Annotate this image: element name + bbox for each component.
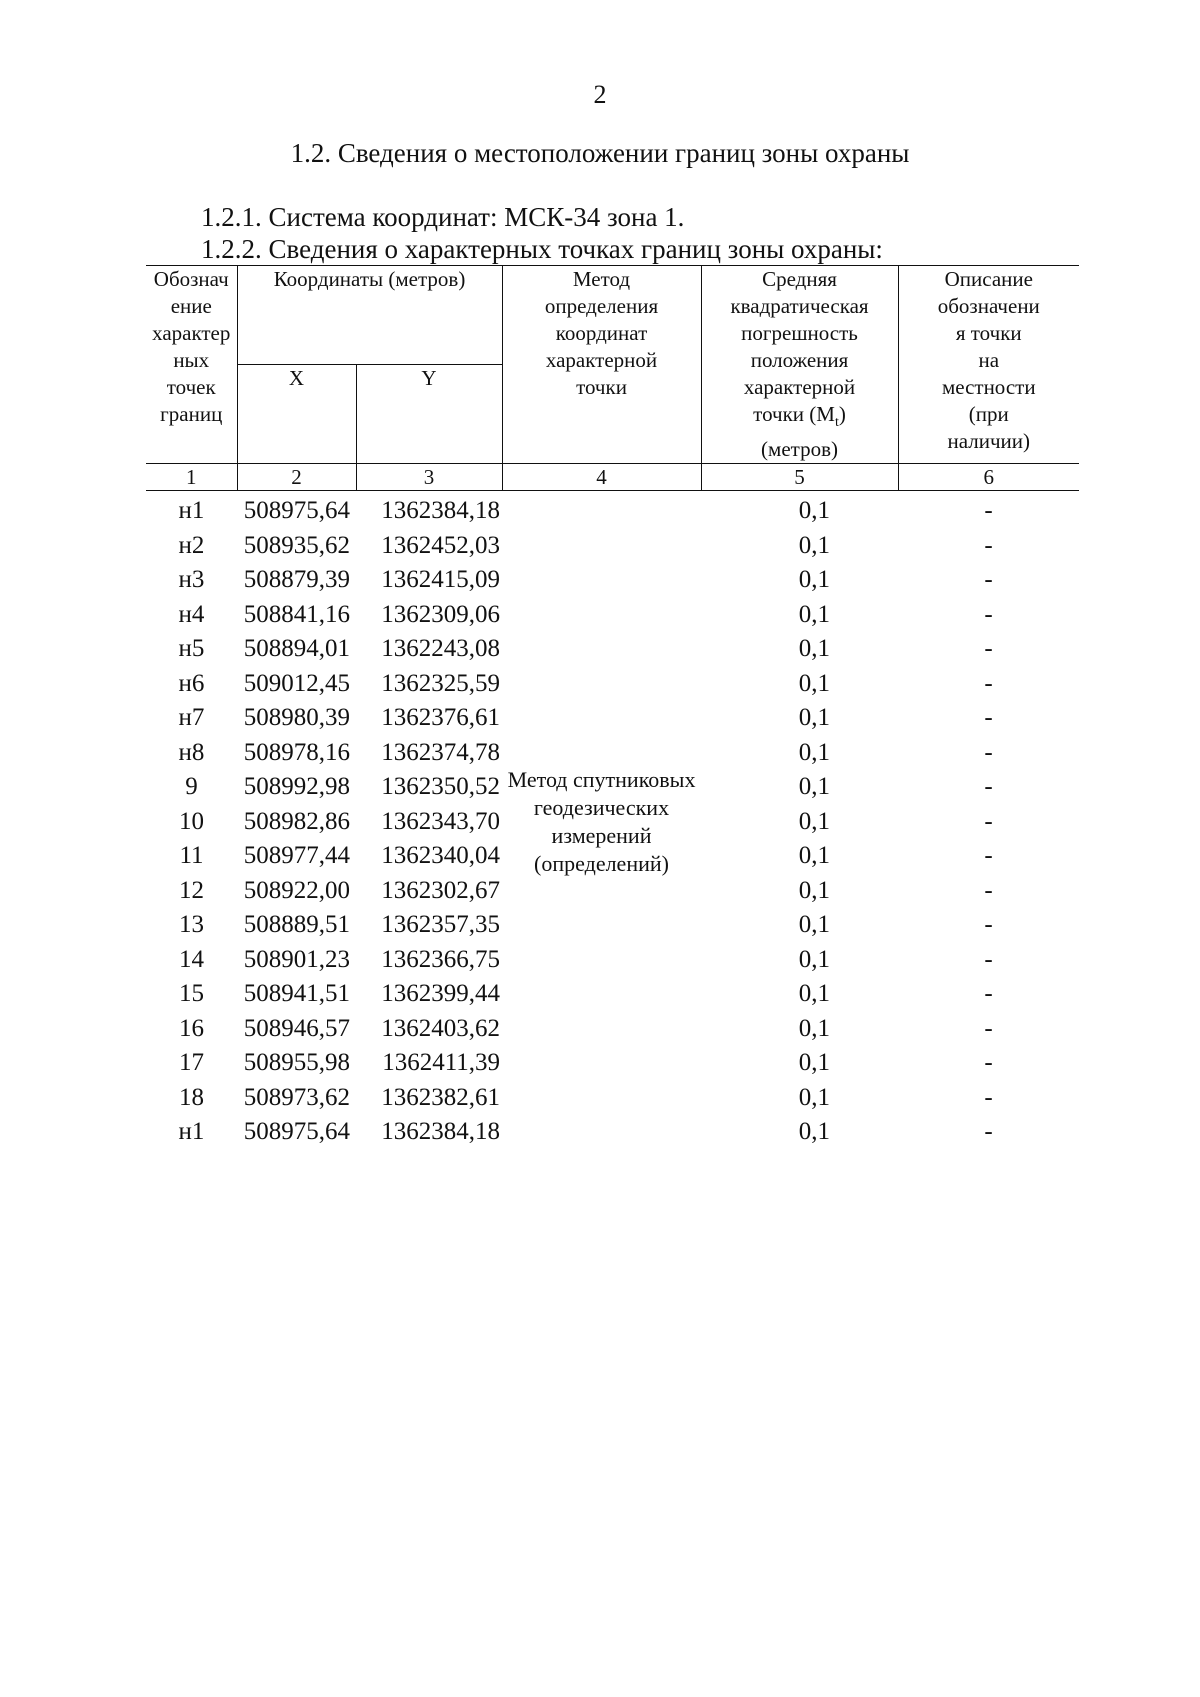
header-line: квадратическая	[730, 294, 869, 318]
mean-square-error-cell: 0,1	[798, 1014, 831, 1042]
mean-square-error-cell: 0,1	[798, 635, 831, 663]
point-id-cell: 11	[179, 842, 204, 870]
description-cell: -	[984, 842, 993, 870]
header-line: Метод	[572, 267, 631, 291]
method-line: геодезических	[533, 794, 670, 820]
header-line: обозначени	[937, 294, 1040, 318]
header-line: Описание	[944, 267, 1033, 291]
x-coordinate-cell: 508901,23	[243, 945, 350, 973]
description-cell: -	[984, 704, 993, 732]
column-number: 2	[237, 464, 356, 491]
y-coordinate-cell: 1362325,59	[381, 669, 501, 697]
header-point-description	[898, 266, 1079, 464]
y-coordinate-cell: 1362452,03	[381, 531, 501, 559]
mean-square-error-cell: 0,1	[798, 773, 831, 801]
point-id-cell: н8	[178, 738, 205, 766]
description-cell: -	[984, 497, 993, 525]
point-id-cell: 18	[179, 1083, 204, 1111]
column-number: 4	[502, 464, 701, 491]
header-line: координат	[555, 321, 648, 345]
description-cell: -	[984, 635, 993, 663]
description-cell: -	[984, 1049, 993, 1077]
header-line: погрешность	[741, 321, 858, 345]
mean-square-error-cell: 0,1	[798, 1083, 831, 1111]
x-coordinate-cell: 508841,16	[243, 600, 350, 628]
header-point-designation	[146, 266, 237, 464]
mean-square-error-cell: 0,1	[798, 704, 831, 732]
x-coordinate-cell: 508946,57	[243, 1014, 350, 1042]
header-line: границ	[160, 402, 223, 426]
mean-square-error-cell: 0,1	[798, 876, 831, 904]
mean-square-error-cell: 0,1	[798, 566, 831, 594]
y-coordinate-cell: 1362382,61	[381, 1083, 501, 1111]
header-line: характерной	[743, 375, 856, 399]
boundary-points-table	[146, 265, 1079, 1150]
x-coordinate-cell: 509012,45	[243, 669, 350, 697]
point-id-cell: н1	[178, 1118, 205, 1146]
description-cell: -	[984, 531, 993, 559]
mean-square-error-cell: 0,1	[798, 807, 831, 835]
point-id-cell: 14	[179, 945, 204, 973]
description-cell: -	[984, 1118, 993, 1146]
mean-square-error-cell: 0,1	[798, 842, 831, 870]
x-coordinate-cell: 508992,98	[243, 773, 350, 801]
mean-square-error-cell: 0,1	[798, 945, 831, 973]
points-heading: 1.2.2. Сведения о характерных точках границ зоны охраны:	[201, 234, 883, 264]
description-cell: -	[984, 945, 993, 973]
header-line: Средняя	[762, 267, 837, 291]
mean-square-error-cell: 0,1	[798, 980, 831, 1008]
description-cell: -	[984, 738, 993, 766]
x-coordinate-cell: 508894,01	[243, 635, 350, 663]
mean-square-error-cell: 0,1	[798, 1118, 831, 1146]
coordinate-system-line: 1.2.1. Система координат: МСК-34 зона 1.	[201, 202, 685, 232]
header-x: X	[237, 365, 356, 464]
y-coordinate-cell: 1362384,18	[381, 497, 501, 525]
y-coordinate-cell: 1362366,75	[381, 945, 501, 973]
header-line: характерной	[545, 348, 658, 372]
y-coordinate-cell: 1362374,78	[381, 738, 501, 766]
point-id-cell: н2	[178, 531, 205, 559]
header-line: (метров)	[761, 437, 838, 462]
method-line: Метод спутниковых	[507, 766, 696, 792]
y-coordinate-cell: 1362350,52	[381, 773, 501, 801]
column-number: 6	[898, 464, 1079, 491]
header-line: я точки	[955, 321, 1022, 345]
y-coordinate-cell: 1362343,70	[381, 807, 501, 835]
header-line: точки	[576, 375, 627, 399]
x-coordinate-cell: 508977,44	[243, 842, 350, 870]
x-coordinate-cell: 508982,86	[243, 807, 350, 835]
header-line: определения	[544, 294, 659, 318]
x-coordinate-cell: 508935,62	[243, 531, 350, 559]
header-y: Y	[356, 365, 502, 464]
column-number: 5	[701, 464, 898, 491]
y-coordinate-cell: 1362384,18	[381, 1118, 501, 1146]
y-coordinate-cell: 1362309,06	[381, 600, 501, 628]
point-id-cell: 12	[179, 876, 204, 904]
x-coordinate-cell: 508975,64	[243, 497, 350, 525]
point-id-cell: н7	[178, 704, 205, 732]
mean-square-error-cell: 0,1	[798, 497, 831, 525]
x-coordinate-cell: 508889,51	[243, 911, 350, 939]
header-line: (при	[968, 402, 1009, 426]
header-mean-square-error	[701, 266, 898, 464]
page-number: 2	[593, 80, 607, 109]
point-id-cell: 10	[179, 807, 204, 835]
description-cell: -	[984, 807, 993, 835]
mean-square-error-cell: 0,1	[798, 669, 831, 697]
header-line: ных	[173, 348, 210, 372]
y-coordinate-cell: 1362340,04	[381, 842, 501, 870]
point-id-cell: н4	[178, 600, 205, 628]
point-id-cell: н5	[178, 635, 205, 663]
mean-square-error-cell: 0,1	[798, 1049, 831, 1077]
mean-square-error-cell: 0,1	[798, 738, 831, 766]
y-coordinate-cell: 1362357,35	[381, 911, 501, 939]
y-coordinate-cell: 1362376,61	[381, 704, 501, 732]
x-coordinate-cell: 508978,16	[243, 738, 350, 766]
y-coordinate-cell: 1362243,08	[381, 635, 501, 663]
description-cell: -	[984, 876, 993, 904]
header-line: на	[978, 348, 1000, 372]
method-cell	[502, 491, 701, 1150]
x-coordinate-cell: 508941,51	[243, 980, 350, 1008]
point-id-cell: 17	[179, 1049, 204, 1077]
x-coordinate-cell: 508980,39	[243, 704, 350, 732]
x-coordinate-cell: 508973,62	[243, 1083, 350, 1111]
y-coordinate-cell: 1362411,39	[382, 1049, 501, 1077]
y-coordinate-cell: 1362415,09	[381, 566, 501, 594]
description-cell: -	[984, 1014, 993, 1042]
method-line: измерений	[551, 822, 652, 848]
mean-square-error-cell: 0,1	[798, 600, 831, 628]
description-cell: -	[984, 566, 993, 594]
description-cell: -	[984, 669, 993, 697]
mean-square-error-cell: 0,1	[798, 911, 831, 939]
header-line: ение	[170, 294, 212, 318]
header-line: точки $(M_t)$	[753, 402, 846, 431]
point-id-cell: 13	[179, 911, 204, 939]
section-title: 1.2. Сведения о местоположении границ зоны охраны	[290, 138, 910, 168]
description-cell: -	[984, 911, 993, 939]
header-line: наличии)	[947, 429, 1031, 453]
x-coordinate-cell: 508955,98	[243, 1049, 350, 1077]
point-id-cell: 9	[185, 773, 198, 801]
method-line: (определений)	[534, 850, 669, 876]
x-coordinate-cell: 508879,39	[243, 566, 350, 594]
description-cell: -	[984, 600, 993, 628]
description-cell: -	[984, 773, 993, 801]
header-coordinates: Координаты (метров)	[237, 266, 502, 365]
header-method	[502, 266, 701, 464]
point-id-cell: 16	[179, 1014, 204, 1042]
y-coordinate-cell: 1362403,62	[381, 1014, 501, 1042]
description-cell: -	[984, 1083, 993, 1111]
x-coordinate-cell: 508975,64	[243, 1118, 350, 1146]
x-coordinate-cell: 508922,00	[243, 876, 350, 904]
point-id-cell: н6	[178, 669, 205, 697]
y-coordinate-cell: 1362302,67	[381, 876, 501, 904]
point-id-cell: н3	[178, 566, 205, 594]
table-row	[146, 491, 1079, 529]
header-line: Обознач	[153, 267, 229, 291]
column-number: 3	[356, 464, 502, 491]
point-id-cell: н1	[178, 497, 205, 525]
y-coordinate-cell: 1362399,44	[381, 980, 501, 1008]
header-line: точек	[166, 375, 216, 399]
description-cell: -	[984, 980, 993, 1008]
mean-square-error-cell: 0,1	[798, 531, 831, 559]
header-line: положения	[750, 348, 849, 372]
header-line: характер	[152, 321, 231, 345]
column-number: 1	[146, 464, 237, 491]
header-line: местности	[941, 375, 1036, 399]
point-id-cell: 15	[179, 980, 204, 1008]
